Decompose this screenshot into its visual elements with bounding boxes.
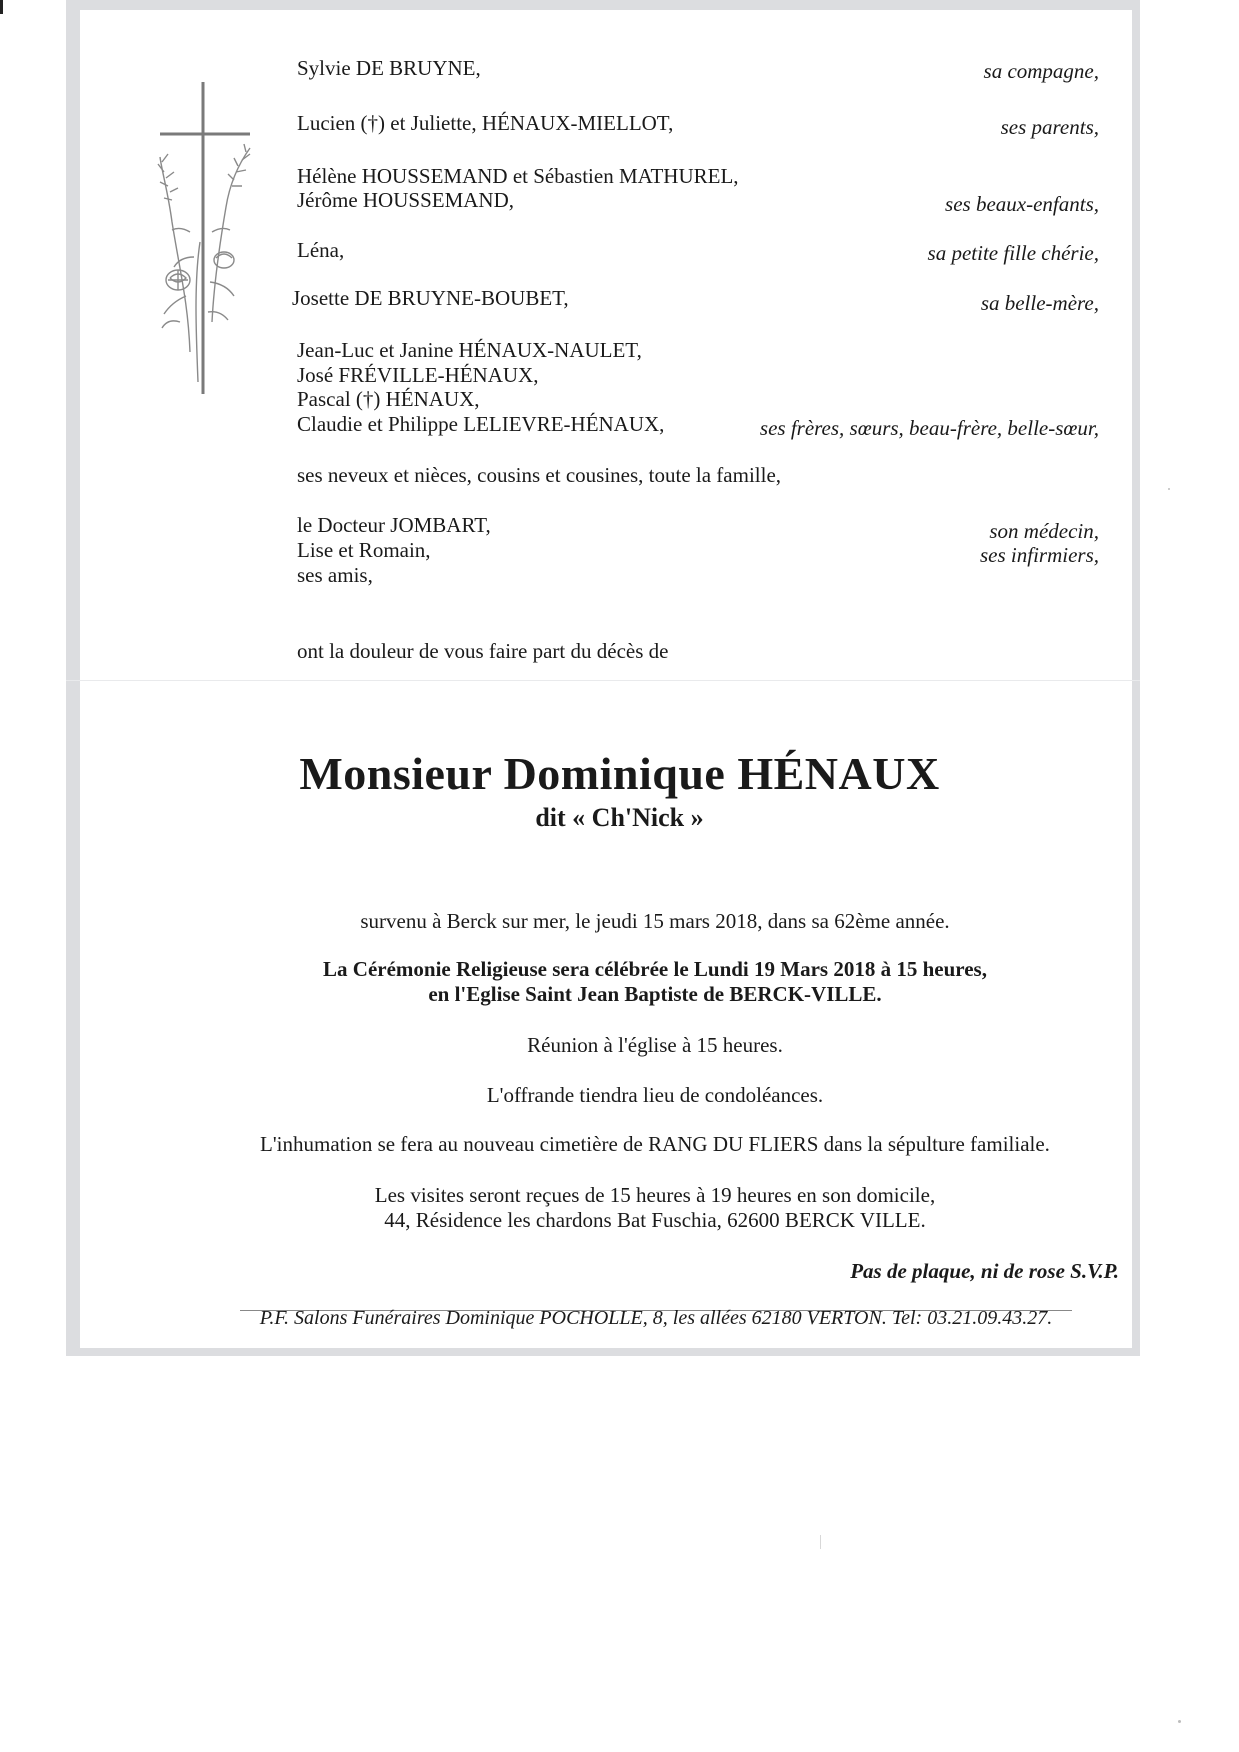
ceremony-line-2: en l'Eglise Saint Jean Baptiste de BERCK-VILLE.	[428, 982, 882, 1006]
deceased-nickname: dit « Ch'Nick »	[535, 803, 704, 832]
relation-nurses: ses infirmiers,	[979, 543, 1099, 567]
family-helene: Hélène HOUSSEMAND et Sébastien MATHUREL,	[297, 164, 739, 188]
family-claudie: Claudie et Philippe LELIEVRE-HÉNAUX,	[297, 412, 665, 436]
relation-doctor: son médecin,	[989, 519, 1099, 543]
scan-speck	[1168, 488, 1170, 490]
family-josette: Josette DE BRUYNE-BOUBET,	[292, 286, 569, 310]
family-friends: ses amis,	[297, 563, 373, 587]
fold-line	[66, 680, 1140, 681]
family-jerome: Jérôme HOUSSEMAND,	[297, 188, 514, 212]
family-jean-luc: Jean-Luc et Janine HÉNAUX-NAULET,	[297, 338, 642, 362]
family-pascal: Pascal (†) HÉNAUX,	[297, 387, 480, 411]
scan-speck	[820, 1535, 821, 1549]
meeting-notice: Réunion à l'église à 15 heures.	[527, 1033, 783, 1057]
offering-notice: L'offrande tiendra lieu de condoléances.	[486, 1083, 824, 1107]
announcement: ont la douleur de vous faire part du décès de	[297, 639, 669, 663]
family-lena: Léna,	[297, 238, 345, 262]
visits-line-1: Les visites seront reçues de 15 heures à 19 heures en son domicile,	[374, 1183, 936, 1207]
family-doctor: le Docteur JOMBART,	[297, 513, 491, 537]
relation-siblings: ses frères, sœurs, beau-frère, belle-sœur,	[759, 416, 1099, 440]
relation-parents: ses parents,	[1000, 115, 1099, 139]
burial-notice: L'inhumation se fera au nouveau cimetière de RANG DU FLIERS dans la sépulture familiale.	[260, 1132, 1050, 1156]
relation-stepchildren: ses beaux-enfants,	[945, 192, 1099, 216]
relation-mother-in-law: sa belle-mère,	[980, 291, 1099, 315]
deceased-name: Monsieur Dominique HÉNAUX	[299, 748, 940, 799]
family-jose: José FRÉVILLE-HÉNAUX,	[297, 363, 539, 387]
funeral-home-footer: P.F. Salons Funéraires Dominique POCHOLLE, 8, les allées 62180 VERTON. Tel: 03.21.09.43.27.	[259, 1307, 1053, 1329]
death-notice: survenu à Berck sur mer, le jeudi 15 mars 2018, dans sa 62ème année.	[360, 909, 950, 933]
relation-companion: sa compagne,	[983, 59, 1099, 83]
family-parents: Lucien (†) et Juliette, HÉNAUX-MIELLOT,	[297, 111, 674, 135]
family-nurses: Lise et Romain,	[297, 538, 431, 562]
visits-address: 44, Résidence les chardons Bat Fuschia, 62600 BERCK VILLE.	[384, 1208, 926, 1232]
cross-with-flowers-icon	[150, 82, 280, 402]
scan-corner-mark	[0, 0, 3, 14]
closing-request: Pas de plaque, ni de rose S.V.P.	[850, 1259, 1119, 1283]
scan-speck	[1178, 1720, 1181, 1723]
family-extended: ses neveux et nièces, cousins et cousines, toute la famille,	[297, 463, 782, 487]
ceremony-line-1: La Cérémonie Religieuse sera célébrée le Lundi 19 Mars 2018 à 15 heures,	[323, 957, 987, 981]
relation-granddaughter: sa petite fille chérie,	[927, 241, 1099, 265]
family-sylvie: Sylvie DE BRUYNE,	[297, 56, 481, 80]
